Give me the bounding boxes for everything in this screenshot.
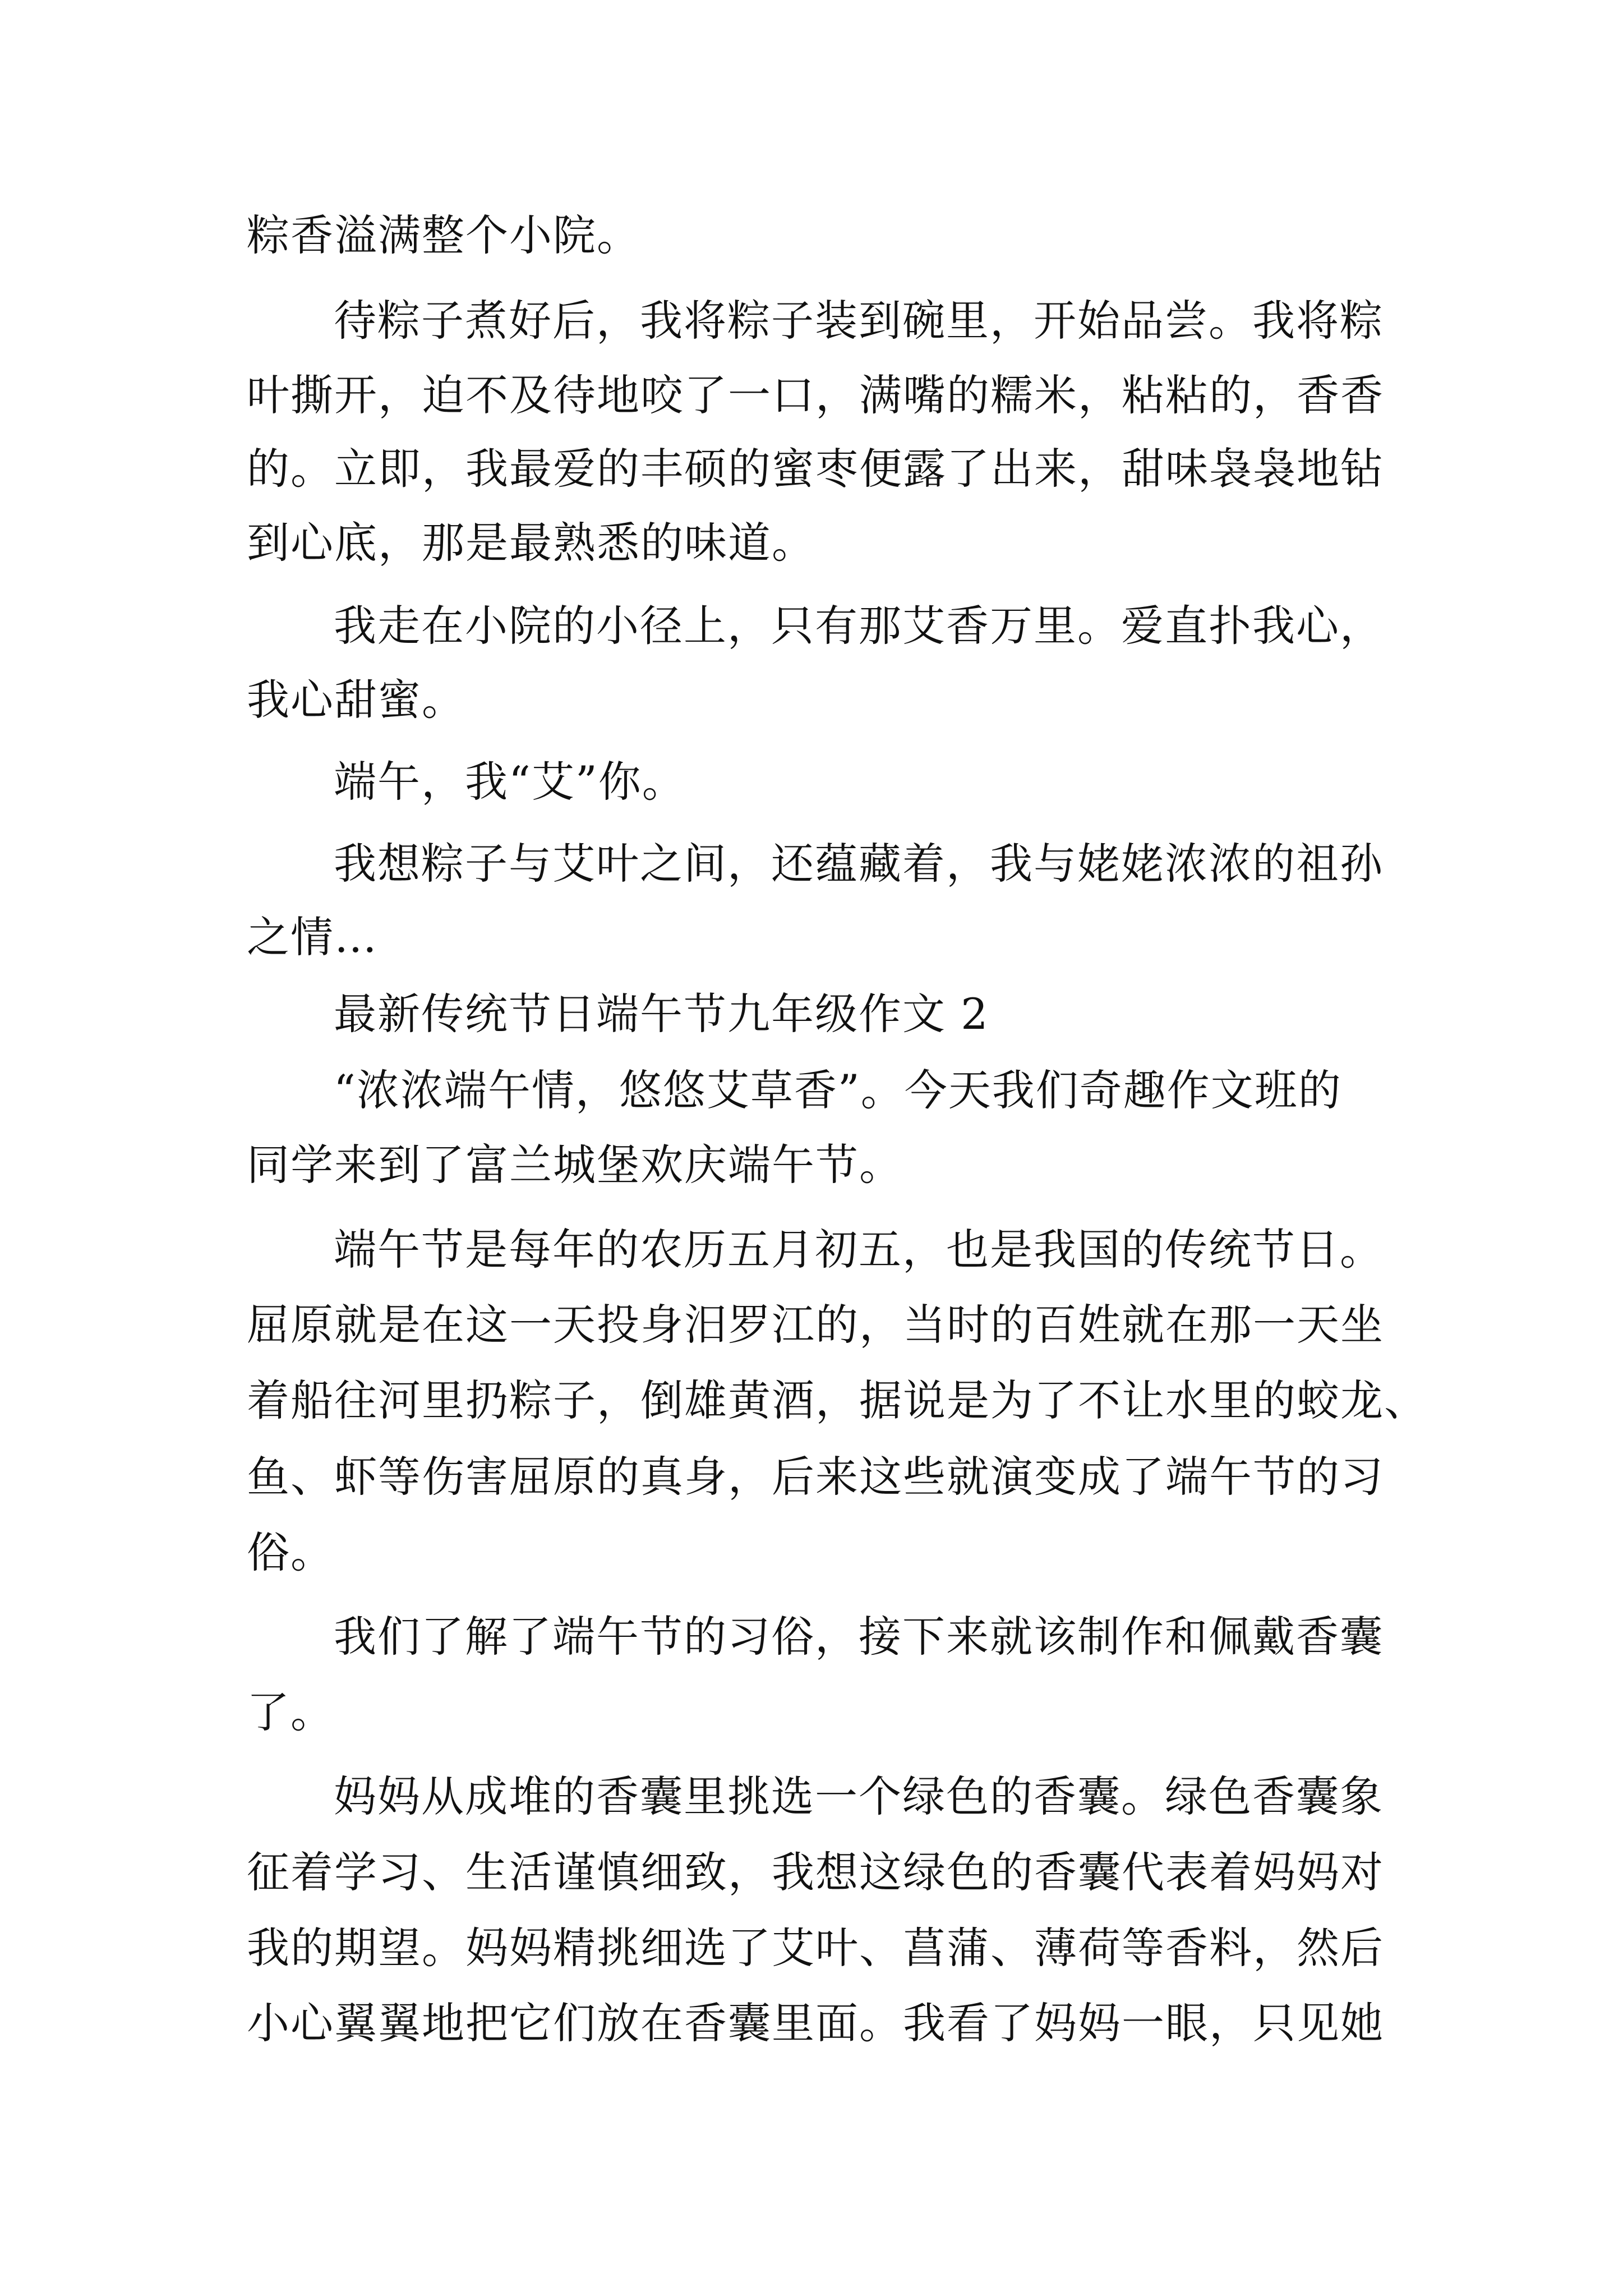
paragraph-start-line: 妈妈从成堆的香囊里挑选一个绿色的香囊。绿色香囊象 [334, 1772, 1384, 1821]
text-line: 了。 [247, 1687, 334, 1737]
text-line: 叶撕开，迫不及待地咬了一口，满嘴的糯米，粘粘的，香香 [247, 370, 1384, 420]
text-line: 同学来到了富兰城堡欢庆端午节。 [247, 1140, 903, 1190]
text-line: 粽香溢满整个小院。 [247, 210, 640, 260]
paragraph-start-line: 我走在小院的小径上，只有那艾香万里。爱直扑我心， [334, 601, 1384, 651]
text-line: 屈原就是在这一天投身汨罗江的，当时的百姓就在那一天坐 [247, 1300, 1384, 1350]
text-line: 征着学习、生活谨慎细致，我想这绿色的香囊代表着妈妈对 [247, 1847, 1384, 1897]
paragraph-start-line: 我们了解了端午节的习俗，接下来就该制作和佩戴香囊 [334, 1612, 1384, 1662]
text-line: 的。立即，我最爱的丰硕的蜜枣便露了出来，甜味袅袅地钻 [247, 444, 1384, 494]
text-line: 我的期望。妈妈精挑细选了艾叶、菖蒲、薄荷等香料，然后 [247, 1923, 1384, 1973]
text-line: 鱼、虾等伤害屈原的真身，后来这些就演变成了端午节的习 [247, 1452, 1384, 1502]
text-line: 之情… [247, 912, 378, 962]
paragraph-start-line: 端午节是每年的农历五月初五，也是我国的传统节日。 [334, 1225, 1384, 1274]
text-line: 到心底，那是最熟悉的味道。 [247, 518, 815, 568]
paragraph-start-line: “浓浓端午情，悠悠艾草香”。今天我们奇趣作文班的 [334, 1065, 1342, 1115]
paragraph-start-line: 待粽子煮好后，我将粽子装到碗里，开始品尝。我将粽 [334, 296, 1384, 346]
text-line: 俗。 [247, 1527, 334, 1577]
text-line: 我心甜蜜。 [247, 675, 465, 725]
text-line: 小心翼翼地把它们放在香囊里面。我看了妈妈一眼，只见她 [247, 1998, 1384, 2048]
paragraph-start-line: 我想粽子与艾叶之间，还蕴藏着，我与姥姥浓浓的祖孙 [334, 839, 1384, 889]
section-heading: 最新传统节日端午节九年级作文 2 [334, 989, 989, 1039]
paragraph-start-line: 端午，我“艾”你。 [334, 757, 686, 807]
text-line: 着船往河里扔粽子，倒雄黄酒，据说是为了不让水里的蛟龙、 [247, 1375, 1428, 1425]
